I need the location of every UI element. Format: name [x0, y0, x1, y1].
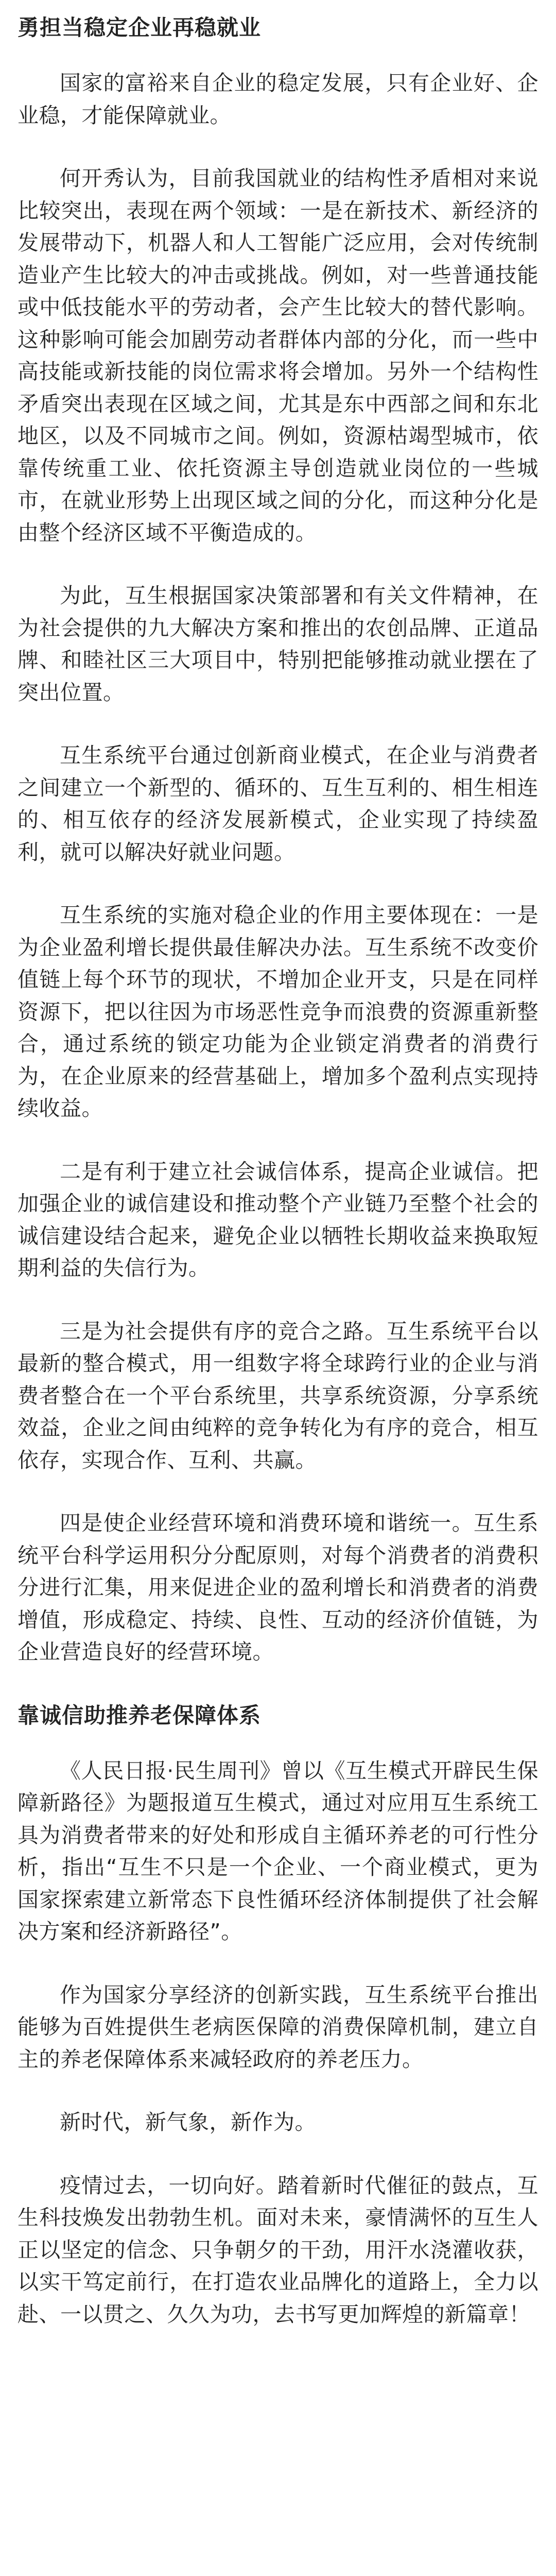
- paragraph: 国家的富裕来自企业的稳定发展，只有企业好、企业稳，才能保障就业。: [18, 71, 538, 128]
- section-heading-elderly-care: 靠诚信助推养老保障体系: [18, 1702, 262, 1728]
- paragraph: 互生系统的实施对稳企业的作用主要体现在：一是为企业盈利增长提供最佳解决办法。互生系统不改变价值链上每个环节的现状，不增加企业开支，只是在同样资源下，把以往因为市场恶性竞争而浪费的资源重新整合，通过系统的锁定功能为企业锁定消费者的消费行为，在企业原来的经营基础上，增加多个盈利点实现持续收益。: [18, 903, 538, 1121]
- paragraph: 二是有利于建立社会诚信体系，提高企业诚信。把加强企业的诚信建设和推动整个产业链乃至整个社会的诚信建设结合起来，避免企业以牺牲长期收益来换取短期利益的失信行为。: [18, 1159, 538, 1280]
- paragraph: 四是使企业经营环境和消费环境和谐统一。互生系统平台科学运用积分分配原则，对每个消费者的消费积分进行汇集，用来促进企业的盈利增长和消费者的消费增值，形成稳定、持续、良性、互动的经济价值链，为企业营造良好的经营环境。: [18, 1511, 538, 1664]
- paragraph: 三是为社会提供有序的竞合之路。互生系统平台以最新的整合模式，用一组数字将全球跨行业的企业与消费者整合在一个平台系统里，共享系统资源，分享系统效益，企业之间由纯粹的竞争转化为有序的竞合，相互依存，实现合作、互利、共赢。: [18, 1318, 538, 1472]
- paragraph: 为此，互生根据国家决策部署和有关文件精神，在为社会提供的九大解决方案和推出的农创品牌、正道品牌、和睦社区三大项目中，特别把能够推动就业摆在了突出位置。: [18, 583, 538, 705]
- paragraph: 疫情过去，一切向好。踏着新时代催征的鼓点，互生科技焕发出勃勃生机。面对未来，豪情满怀的互生人正以坚定的信念、只争朝夕的干劲，用汗水浇灌收获，以实干笃定前行，在打造农业品牌化的道路上，全力以赴、一以贯之、久久为功，去书写更加辉煌的新篇章！: [18, 2173, 538, 2327]
- paragraph: 互生系统平台通过创新商业模式，在企业与消费者之间建立一个新型的、循环的、互生互利的、相生相连的、相互依存的经济发展新模式，企业实现了持续盈利，就可以解决好就业问题。: [18, 743, 538, 865]
- paragraph: 作为国家分享经济的创新实践，互生系统平台推出能够为百姓提供生老病医保障的消费保障机制，建立自主的养老保障体系来减轻政府的养老压力。: [18, 1982, 538, 2072]
- paragraph: 《人民日报·民生周刊》曾以《互生模式开辟民生保障新路径》为题报道互生模式，通过对应用互生系统工具为消费者带来的好处和形成自主循环养老的可行性分析，指出“互生不只是一个企业、一个商业模式，更为国家探索建立新常态下良性循环经济体制提供了社会解决方案和经济新路径”。: [18, 1758, 538, 1944]
- paragraph: 何开秀认为，目前我国就业的结构性矛盾相对来说比较突出，表现在两个领域：一是在新技术、新经济的发展带动下，机器人和人工智能广泛应用，会对传统制造业产生比较大的冲击或挑战。例如，对一些普通技能或中低技能水平的劳动者，会产生比较大的替代影响。这种影响可能会加剧劳动者群体内部的分化，而一些中高技能或新技能的岗位需求将会增加。另外一个结构性矛盾突出表现在区域之间，尤其是东中西部之间和东北地区，以及不同城市之间。例如，资源枯竭型城市，依靠传统重工业、依托资源主导创造就业岗位的一些城市，在就业形势上出现区域之间的分化，而这种分化是由整个经济区域不平衡造成的。: [18, 166, 538, 545]
- section-heading-stable-employment: 勇担当稳定企业再稳就业: [18, 15, 262, 40]
- paragraph: 新时代，新气象，新作为。: [60, 2110, 316, 2134]
